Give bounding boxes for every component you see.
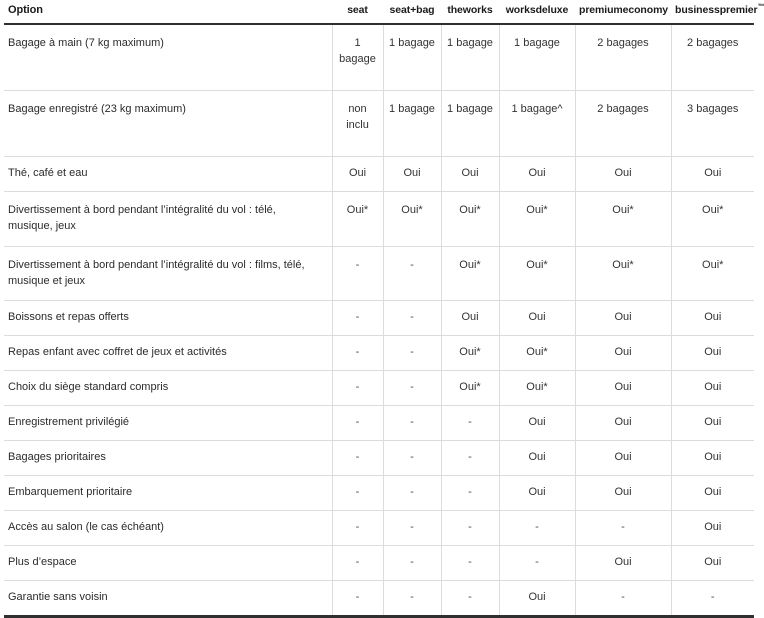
cell-seatbag: 1 bagage — [383, 24, 441, 90]
cell-seat: Oui* — [332, 191, 383, 246]
cell-businesspremier: Oui — [671, 476, 754, 511]
cell-seatbag: - — [383, 246, 441, 301]
cell-seat: - — [332, 511, 383, 546]
cell-seat: Oui — [332, 156, 383, 191]
cell-worksdeluxe: Oui — [499, 476, 575, 511]
table-row — [4, 546, 754, 581]
cell-seatbag: - — [383, 546, 441, 581]
table-row — [4, 511, 754, 546]
cell-businesspremier: Oui — [671, 156, 754, 191]
cell-seatbag: - — [383, 511, 441, 546]
cell-premiumeconomy: Oui* — [575, 246, 671, 301]
cell-worksdeluxe: Oui — [499, 580, 575, 616]
cell-premiumeconomy: Oui — [575, 336, 671, 371]
cell-worksdeluxe: Oui — [499, 441, 575, 476]
cell-worksdeluxe: Oui* — [499, 246, 575, 301]
table-row — [4, 246, 754, 301]
cell-theworks: - — [441, 511, 499, 546]
cell-seatbag: - — [383, 406, 441, 441]
row-label: Divertissement à bord pendant l’intégralité du vol : films, télé, musique et jeux — [4, 246, 332, 301]
row-label: Bagage à main (7 kg maximum) — [4, 24, 332, 90]
cell-premiumeconomy: - — [575, 580, 671, 616]
cell-premiumeconomy: Oui — [575, 476, 671, 511]
cell-premiumeconomy: Oui* — [575, 191, 671, 246]
fare-comparison-table — [4, 0, 764, 618]
cell-businesspremier: - — [671, 580, 754, 616]
cell-theworks: - — [441, 476, 499, 511]
cell-businesspremier: 2 bagages — [671, 24, 754, 90]
row-label: Garantie sans voisin — [4, 580, 332, 616]
cell-seatbag: Oui — [383, 156, 441, 191]
cell-worksdeluxe: Oui* — [499, 371, 575, 406]
cell-seat: - — [332, 246, 383, 301]
cell-seatbag: - — [383, 476, 441, 511]
row-label: Enregistrement privilégié — [4, 406, 332, 441]
cell-premiumeconomy: Oui — [575, 441, 671, 476]
cell-seat: non inclu — [332, 90, 383, 156]
column-header-seatbag: seat+bag — [383, 0, 441, 24]
cell-seat: - — [332, 441, 383, 476]
table-row — [4, 580, 754, 616]
cell-businesspremier: Oui — [671, 301, 754, 336]
cell-worksdeluxe: Oui* — [499, 336, 575, 371]
table-row — [4, 191, 754, 246]
table-header-row — [4, 0, 754, 24]
column-header-businesspremier-label: businesspremier — [675, 4, 758, 16]
cell-businesspremier: Oui* — [671, 191, 754, 246]
cell-businesspremier: Oui — [671, 546, 754, 581]
cell-businesspremier: Oui — [671, 336, 754, 371]
cell-seatbag: - — [383, 336, 441, 371]
cell-seat: - — [332, 546, 383, 581]
cell-worksdeluxe: Oui* — [499, 191, 575, 246]
cell-seat: - — [332, 406, 383, 441]
row-label: Plus d’espace — [4, 546, 332, 581]
cell-seat: 1 bagage — [332, 24, 383, 90]
table-row — [4, 24, 754, 90]
cell-worksdeluxe: 1 bagage^ — [499, 90, 575, 156]
cell-premiumeconomy: 2 bagages — [575, 90, 671, 156]
cell-premiumeconomy: Oui — [575, 301, 671, 336]
cell-theworks: Oui — [441, 156, 499, 191]
table-header — [4, 0, 764, 24]
table-row — [4, 90, 754, 156]
cell-theworks: Oui* — [441, 246, 499, 301]
row-label: Boissons et repas offerts — [4, 301, 332, 336]
cell-seat: - — [332, 580, 383, 616]
cell-businesspremier: Oui — [671, 371, 754, 406]
row-label: Bagage enregistré (23 kg maximum) — [4, 90, 332, 156]
table-body — [4, 24, 754, 616]
row-label: Repas enfant avec coffret de jeux et activités — [4, 336, 332, 371]
cell-seat: - — [332, 476, 383, 511]
table-row — [4, 441, 754, 476]
cell-theworks: 1 bagage — [441, 90, 499, 156]
cell-worksdeluxe: Oui — [499, 406, 575, 441]
row-label: Accès au salon (le cas échéant) — [4, 511, 332, 546]
cell-theworks: Oui* — [441, 191, 499, 246]
cell-seatbag: 1 bagage — [383, 90, 441, 156]
table-row — [4, 336, 754, 371]
cell-worksdeluxe: - — [499, 546, 575, 581]
row-label: Thé, café et eau — [4, 156, 332, 191]
column-header-seat: seat — [332, 0, 383, 24]
cell-worksdeluxe: Oui — [499, 156, 575, 191]
cell-businesspremier: Oui — [671, 511, 754, 546]
cell-premiumeconomy: Oui — [575, 371, 671, 406]
cell-theworks: - — [441, 580, 499, 616]
cell-theworks: 1 bagage — [441, 24, 499, 90]
cell-worksdeluxe: Oui — [499, 301, 575, 336]
cell-worksdeluxe: - — [499, 511, 575, 546]
cell-premiumeconomy: Oui — [575, 406, 671, 441]
cell-theworks: - — [441, 441, 499, 476]
cell-businesspremier: Oui* — [671, 246, 754, 301]
row-label: Divertissement à bord pendant l’intégralité du vol : télé, musique, jeux — [4, 191, 332, 246]
cell-seatbag: - — [383, 580, 441, 616]
cell-businesspremier: Oui — [671, 441, 754, 476]
cell-theworks: - — [441, 406, 499, 441]
table-row — [4, 406, 754, 441]
row-label: Bagages prioritaires — [4, 441, 332, 476]
table-row — [4, 301, 754, 336]
column-header-businesspremier — [671, 0, 764, 24]
column-header-option: Option — [4, 0, 332, 24]
row-label: Choix du siège standard compris — [4, 371, 332, 406]
cell-premiumeconomy: - — [575, 511, 671, 546]
column-header-theworks: theworks — [441, 0, 499, 24]
cell-seatbag: - — [383, 441, 441, 476]
cell-theworks: Oui* — [441, 336, 499, 371]
cell-seatbag: Oui* — [383, 191, 441, 246]
cell-theworks: Oui — [441, 301, 499, 336]
column-header-worksdeluxe: worksdeluxe — [499, 0, 575, 24]
cell-worksdeluxe: 1 bagage — [499, 24, 575, 90]
cell-theworks: - — [441, 546, 499, 581]
cell-premiumeconomy: Oui — [575, 546, 671, 581]
table-row — [4, 371, 754, 406]
cell-seatbag: - — [383, 301, 441, 336]
table-row — [4, 476, 754, 511]
trademark-icon: ™ — [757, 3, 764, 11]
cell-seat: - — [332, 371, 383, 406]
cell-seatbag: - — [383, 371, 441, 406]
column-header-premiumeconomy: premiumeconomy — [575, 0, 671, 24]
cell-businesspremier: Oui — [671, 406, 754, 441]
cell-premiumeconomy: 2 bagages — [575, 24, 671, 90]
row-label: Embarquement prioritaire — [4, 476, 332, 511]
cell-theworks: Oui* — [441, 371, 499, 406]
cell-businesspremier: 3 bagages — [671, 90, 754, 156]
cell-seat: - — [332, 336, 383, 371]
cell-premiumeconomy: Oui — [575, 156, 671, 191]
cell-seat: - — [332, 301, 383, 336]
table-row — [4, 156, 754, 191]
